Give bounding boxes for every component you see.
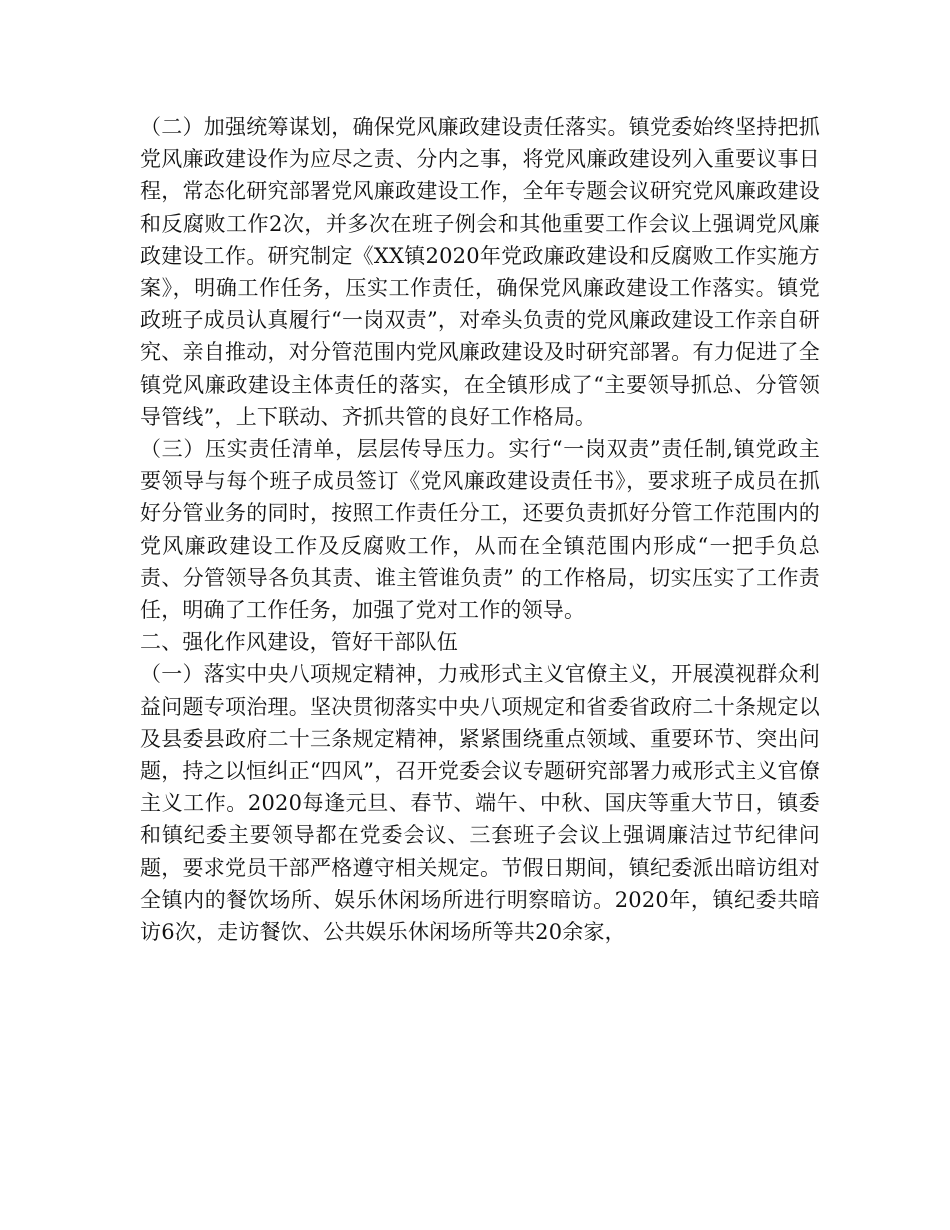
paragraph-section-3: （三）压实责任清单，层层传导压力。实行“一岗双责”责任制,镇党政主要领导与每个班子成员签订《党风廉政建设责任书》，要求班子成员在抓好分管业务的同时，按照工作责任分工，还要负责抓好分管工作范围内的党风廉政建设工作及反腐败工作，从而在全镇范围内形成“一把手负总责、分管领导各负其责、谁主管谁负责” 的工作格局，切实压实了工作责任，明确了工作任务，加强了党对工作的领导。 — [140, 437, 820, 623]
paragraph-subsection-1: （一）落实中央八项规定精神，力戒形式主义官僚主义，开展漠视群众利益问题专项治理。坚决贯彻落实中央八项规定和省委省政府二十条规定以及县委县政府二十三条规定精神，紧紧围绕重点领域、重要环节、突出问题，持之以恒纠正“四风”，召开党委会议专题研究部署力戒形式主义官僚主义工作。2020每逢元旦、春节、端午、中秋、国庆等重大节日，镇委和镇纪委主要领导都在党委会议、三套班子会议上强调廉洁过节纪律问题，要求党员干部严格遵守相关规定。节假日期间，镇纪委派出暗访组对全镇内的餐饮场所、娱乐休闲场所进行明察暗访。2020年，镇纪委共暗访6次，走访餐饮、公共娱乐休闲场所等共20余家， — [140, 662, 820, 945]
section-heading: 二、强化作风建设，管好干部队伍 — [140, 630, 458, 655]
paragraph-section-2: （二）加强统筹谋划，确保党风廉政建设责任落实。镇党委始终坚持把抓党风廉政建设作为应尽之责、分内之事，将党风廉政建设列入重要议事日程，常态化研究部署党风廉政建设工作，全年专题会议研究党风廉政建设和反腐败工作2次，并多次在班子例会和其他重要工作会议上强调党风廉政建设工作。研究制定《XX镇2020年党政廉政建设和反腐败工作实施方案》，明确工作任务，压实工作责任，确保党风廉政建设工作落实。镇党政班子成员认真履行“一岗双责”，对牵头负责的党风廉政建设工作亲自研究、亲自推动，对分管范围内党风廉政建设及时研究部署。有力促进了全镇党风廉政建设主体责任的落实，在全镇形成了“主要领导抓总、分管领导管线”，上下联动、齐抓共管的良好工作格局。 — [140, 115, 820, 429]
document-body — [140, 111, 820, 948]
